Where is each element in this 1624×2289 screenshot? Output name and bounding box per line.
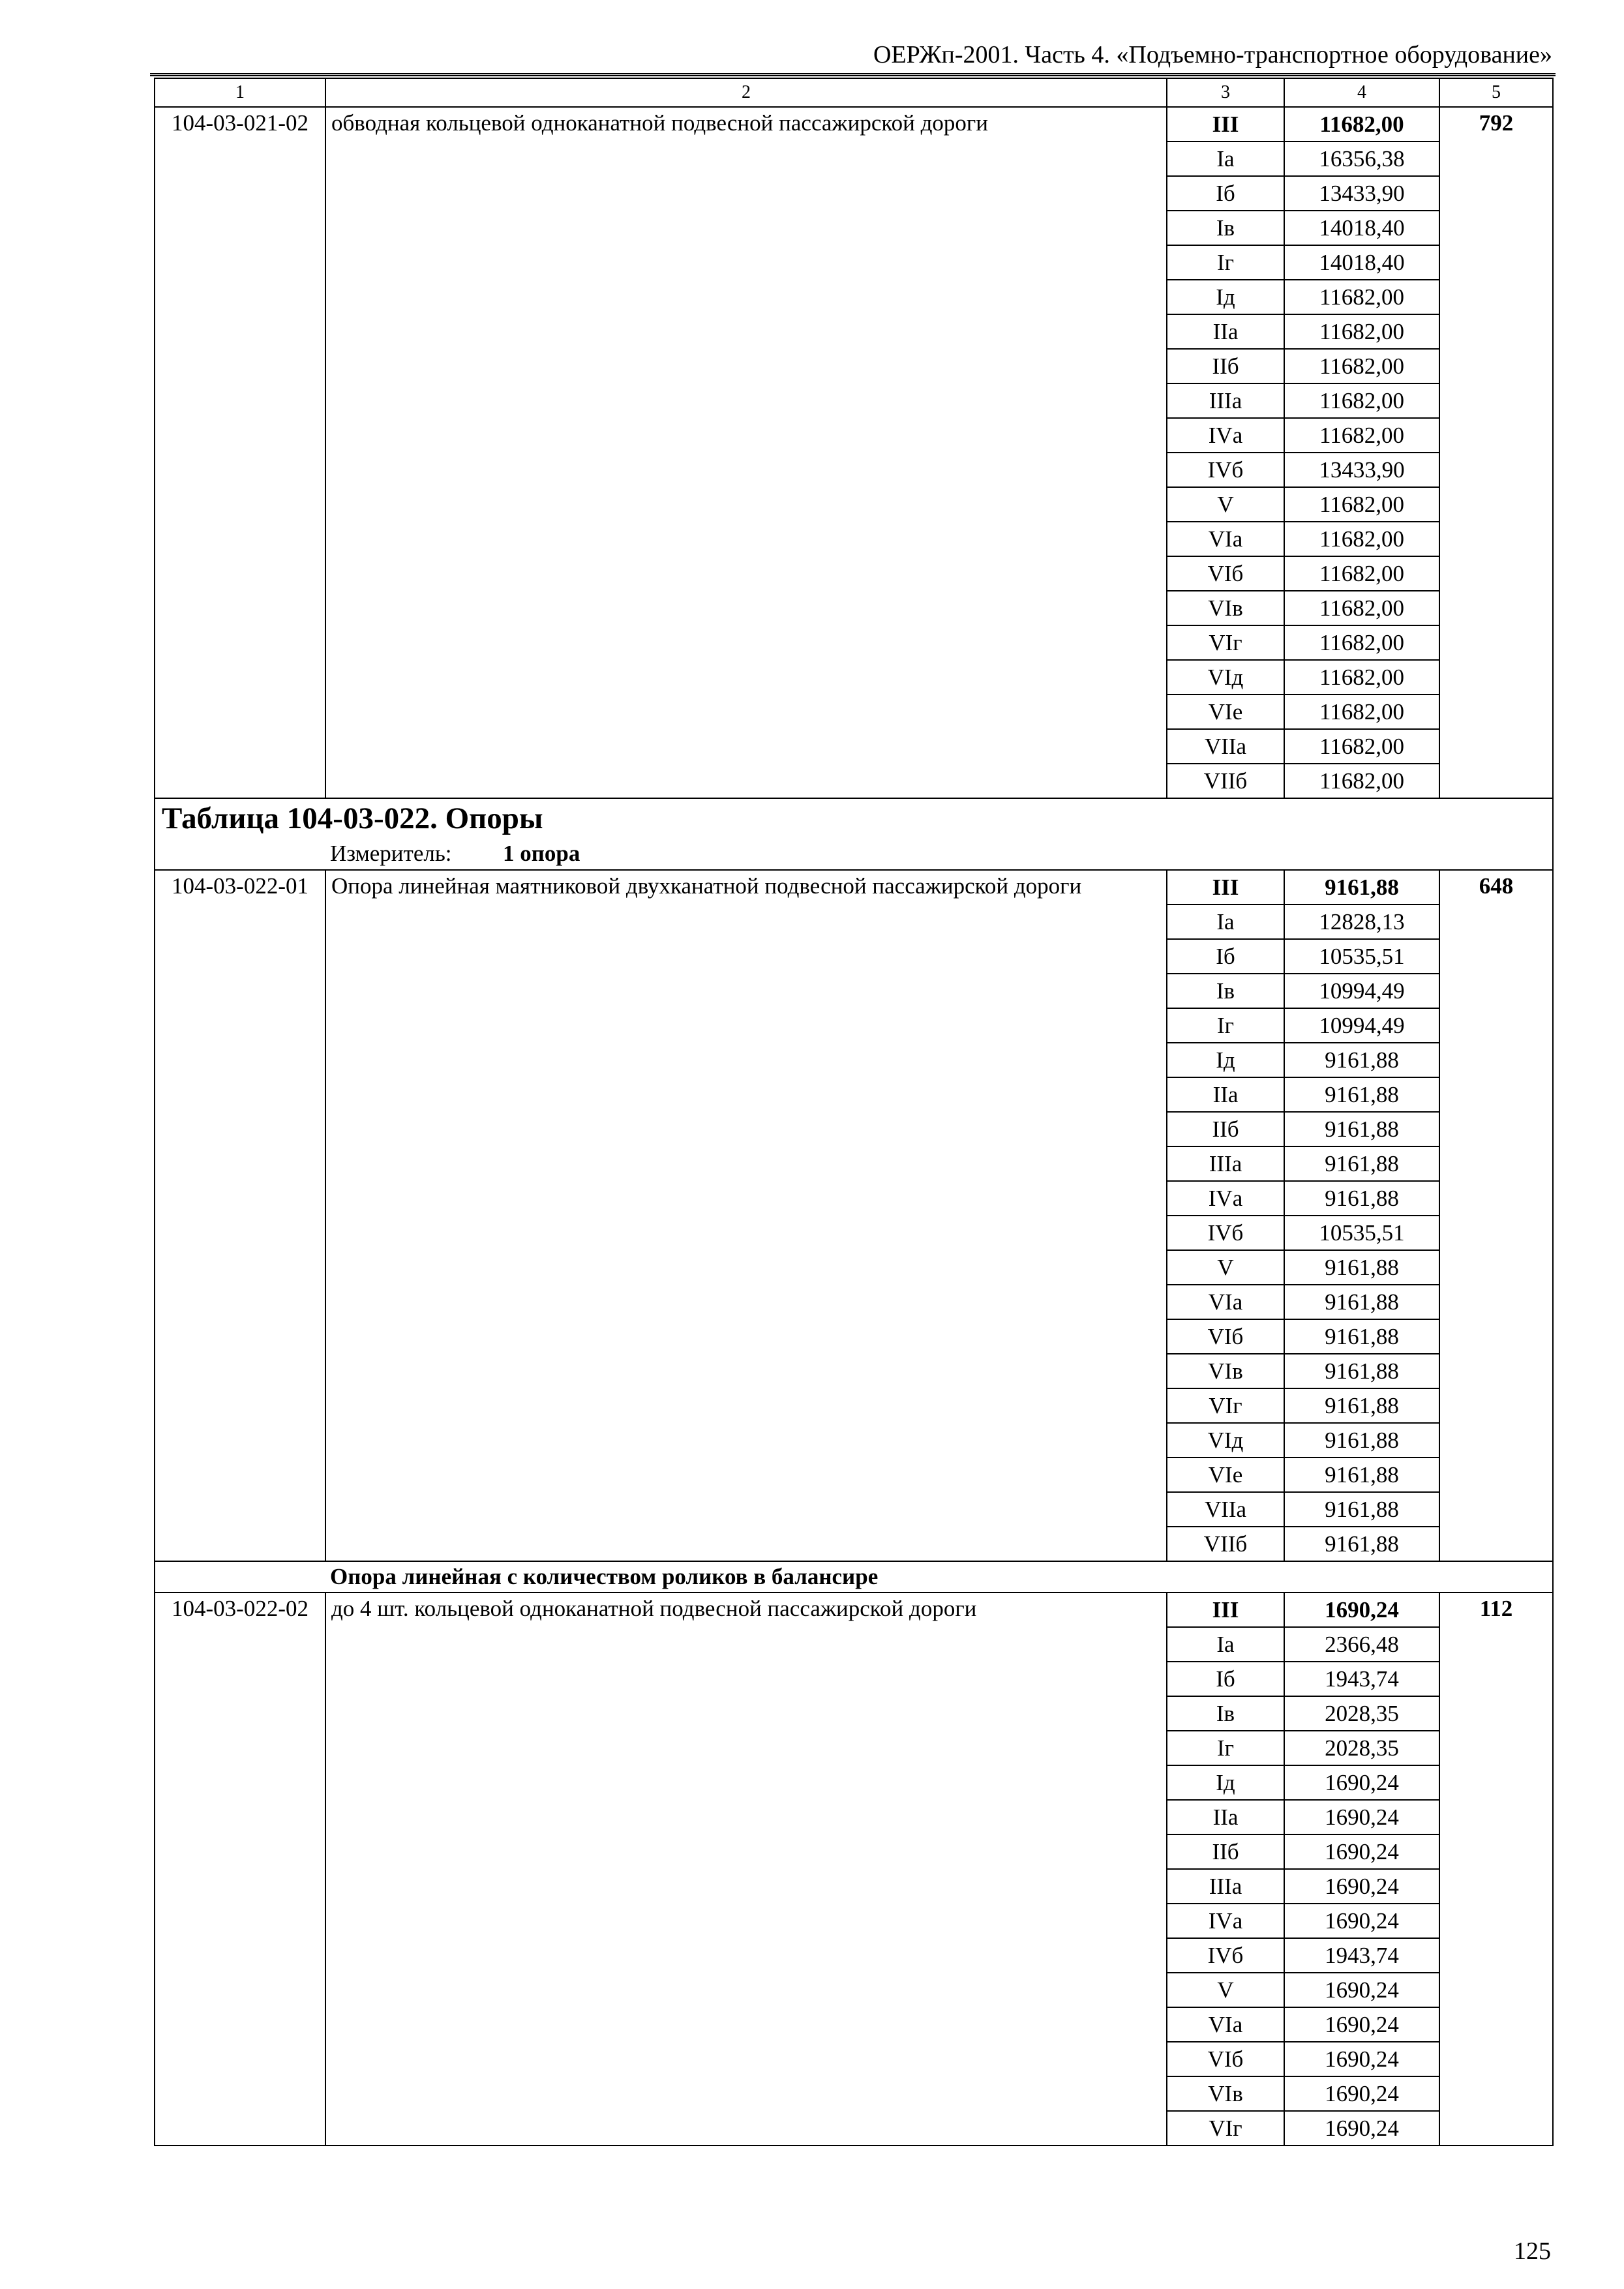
table-title: Таблица 104-03-022. Опоры	[162, 801, 543, 835]
region-code: VIв	[1167, 591, 1284, 625]
price-value: 1690,24	[1284, 2007, 1439, 2042]
price-value: 1690,24	[1284, 1800, 1439, 1834]
region-code: V	[1167, 487, 1284, 522]
price-value: 11682,00	[1284, 625, 1439, 660]
price-value: 11682,00	[1284, 556, 1439, 591]
price-value: 10535,51	[1284, 1216, 1439, 1250]
entry-description: до 4 шт. кольцевой одноканатной подвесной пассажирской дороги	[325, 1593, 1167, 2146]
entry-code: 104-03-021-02	[155, 107, 325, 798]
subheading-text: Опора линейная с количеством роликов в балансире	[330, 1564, 879, 1589]
region-code: VIе	[1167, 695, 1284, 729]
price-value: 9161,88	[1284, 1319, 1439, 1354]
region-code: Iа	[1167, 1627, 1284, 1662]
price-value: 9161,88	[1284, 1077, 1439, 1112]
column-number: 2	[325, 78, 1167, 107]
region-code: Iб	[1167, 1662, 1284, 1696]
region-code: V	[1167, 1973, 1284, 2007]
region-code: IVб	[1167, 1216, 1284, 1250]
region-code: III	[1167, 107, 1284, 142]
region-code: VIб	[1167, 1319, 1284, 1354]
region-code: IIб	[1167, 1834, 1284, 1869]
region-code: VIе	[1167, 1458, 1284, 1492]
price-value: 9161,88	[1284, 1250, 1439, 1285]
price-value: 9161,88	[1284, 1285, 1439, 1319]
price-value: 11682,00	[1284, 764, 1439, 798]
price-value: 11682,00	[1284, 383, 1439, 418]
region-code: Iг	[1167, 1731, 1284, 1765]
region-code: Iд	[1167, 280, 1284, 314]
region-code: IVа	[1167, 1904, 1284, 1938]
rates-table	[154, 78, 1554, 2146]
subheading-row	[155, 1561, 1553, 1593]
price-value: 1690,24	[1284, 2076, 1439, 2111]
region-code: IVб	[1167, 1938, 1284, 1973]
price-value: 10994,49	[1284, 974, 1439, 1008]
price-value: 11682,00	[1284, 591, 1439, 625]
region-code: VIд	[1167, 1423, 1284, 1458]
region-code: IVа	[1167, 1181, 1284, 1216]
region-code: VIг	[1167, 625, 1284, 660]
header-rule	[150, 73, 1556, 76]
price-value: 9161,88	[1284, 1458, 1439, 1492]
region-code: Iа	[1167, 142, 1284, 176]
region-code: VIд	[1167, 660, 1284, 695]
price-value: 1690,24	[1284, 1765, 1439, 1800]
region-code: VIб	[1167, 2042, 1284, 2076]
region-code: VIа	[1167, 2007, 1284, 2042]
region-code: IIб	[1167, 349, 1284, 383]
region-code: VIг	[1167, 1388, 1284, 1423]
meter-cell	[155, 841, 1553, 870]
price-value: 9161,88	[1284, 1354, 1439, 1388]
price-value: 1690,24	[1284, 1904, 1439, 1938]
table-row	[155, 107, 1553, 142]
region-code: IIа	[1167, 1077, 1284, 1112]
region-code: IIIа	[1167, 1869, 1284, 1904]
page-number: 125	[1514, 2237, 1551, 2265]
entry-count: 792	[1439, 107, 1553, 798]
region-code: Iб	[1167, 939, 1284, 974]
price-value: 10535,51	[1284, 939, 1439, 974]
column-number: 3	[1167, 78, 1284, 107]
region-code: VIв	[1167, 2076, 1284, 2111]
column-number-row	[155, 78, 1553, 107]
region-code: IIIа	[1167, 1146, 1284, 1181]
price-value: 2028,35	[1284, 1731, 1439, 1765]
region-code: VIв	[1167, 1354, 1284, 1388]
region-code: VIIб	[1167, 764, 1284, 798]
column-number: 5	[1439, 78, 1553, 107]
entry-count: 112	[1439, 1593, 1553, 2146]
price-value: 9161,88	[1284, 1492, 1439, 1527]
region-code: VIг	[1167, 2111, 1284, 2146]
price-value: 1690,24	[1284, 1593, 1439, 1627]
region-code: Iд	[1167, 1765, 1284, 1800]
price-value: 1690,24	[1284, 1973, 1439, 2007]
region-code: III	[1167, 870, 1284, 905]
price-value: 11682,00	[1284, 418, 1439, 453]
entry-description: обводная кольцевой одноканатной подвесной пассажирской дороги	[325, 107, 1167, 798]
column-number: 4	[1284, 78, 1439, 107]
price-value: 11682,00	[1284, 522, 1439, 556]
price-value: 11682,00	[1284, 314, 1439, 349]
entry-count: 648	[1439, 870, 1553, 1561]
page-header: ОЕРЖп-2001. Часть 4. «Подъемно-транспортное оборудование»	[873, 41, 1552, 68]
region-code: IVб	[1167, 453, 1284, 487]
table-row	[155, 1593, 1553, 1627]
price-value: 14018,40	[1284, 211, 1439, 245]
price-value: 9161,88	[1284, 1388, 1439, 1423]
region-code: V	[1167, 1250, 1284, 1285]
price-value: 11682,00	[1284, 660, 1439, 695]
entry-code: 104-03-022-01	[155, 870, 325, 1561]
price-value: 1690,24	[1284, 1869, 1439, 1904]
region-code: IVа	[1167, 418, 1284, 453]
price-value: 11682,00	[1284, 487, 1439, 522]
region-code: Iб	[1167, 176, 1284, 211]
price-value: 9161,88	[1284, 1423, 1439, 1458]
region-code: III	[1167, 1593, 1284, 1627]
price-value: 2028,35	[1284, 1696, 1439, 1731]
region-code: Iа	[1167, 905, 1284, 939]
subheading-cell	[155, 1561, 1553, 1593]
price-value: 13433,90	[1284, 453, 1439, 487]
price-value: 1690,24	[1284, 2042, 1439, 2076]
price-value: 11682,00	[1284, 107, 1439, 142]
price-value: 9161,88	[1284, 1181, 1439, 1216]
price-value: 9161,88	[1284, 1043, 1439, 1077]
region-code: Iв	[1167, 211, 1284, 245]
region-code: Iг	[1167, 245, 1284, 280]
region-code: VIIа	[1167, 729, 1284, 764]
region-code: VIа	[1167, 1285, 1284, 1319]
price-value: 12828,13	[1284, 905, 1439, 939]
price-value: 1690,24	[1284, 2111, 1439, 2146]
region-code: IIа	[1167, 1800, 1284, 1834]
price-value: 11682,00	[1284, 729, 1439, 764]
region-code: VIIб	[1167, 1527, 1284, 1561]
meter-unit: 1 опора	[503, 841, 580, 866]
table-caption-cell	[155, 798, 1553, 841]
region-code: VIа	[1167, 522, 1284, 556]
price-value: 10994,49	[1284, 1008, 1439, 1043]
entry-description: Опора линейная маятниковой двухканатной подвесной пассажирской дороги	[325, 870, 1167, 1561]
price-value: 9161,88	[1284, 1527, 1439, 1561]
region-code: VIIа	[1167, 1492, 1284, 1527]
price-value: 14018,40	[1284, 245, 1439, 280]
region-code: VIб	[1167, 556, 1284, 591]
region-code: Iд	[1167, 1043, 1284, 1077]
meter-row	[155, 841, 1553, 870]
entry-code: 104-03-022-02	[155, 1593, 325, 2146]
region-code: IIа	[1167, 314, 1284, 349]
price-value: 1943,74	[1284, 1662, 1439, 1696]
region-code: Iв	[1167, 1696, 1284, 1731]
price-value: 11682,00	[1284, 695, 1439, 729]
region-code: Iв	[1167, 974, 1284, 1008]
table-row	[155, 870, 1553, 905]
price-value: 1690,24	[1284, 1834, 1439, 1869]
region-code: Iг	[1167, 1008, 1284, 1043]
column-number: 1	[155, 78, 325, 107]
price-value: 9161,88	[1284, 870, 1439, 905]
price-value: 11682,00	[1284, 280, 1439, 314]
price-value: 13433,90	[1284, 176, 1439, 211]
region-code: IIIа	[1167, 383, 1284, 418]
price-value: 9161,88	[1284, 1146, 1439, 1181]
price-value: 2366,48	[1284, 1627, 1439, 1662]
price-value: 1943,74	[1284, 1938, 1439, 1973]
region-code: IIб	[1167, 1112, 1284, 1146]
price-value: 11682,00	[1284, 349, 1439, 383]
meter-label: Измеритель:	[330, 841, 452, 866]
price-value: 16356,38	[1284, 142, 1439, 176]
price-value: 9161,88	[1284, 1112, 1439, 1146]
table-caption-row	[155, 798, 1553, 841]
